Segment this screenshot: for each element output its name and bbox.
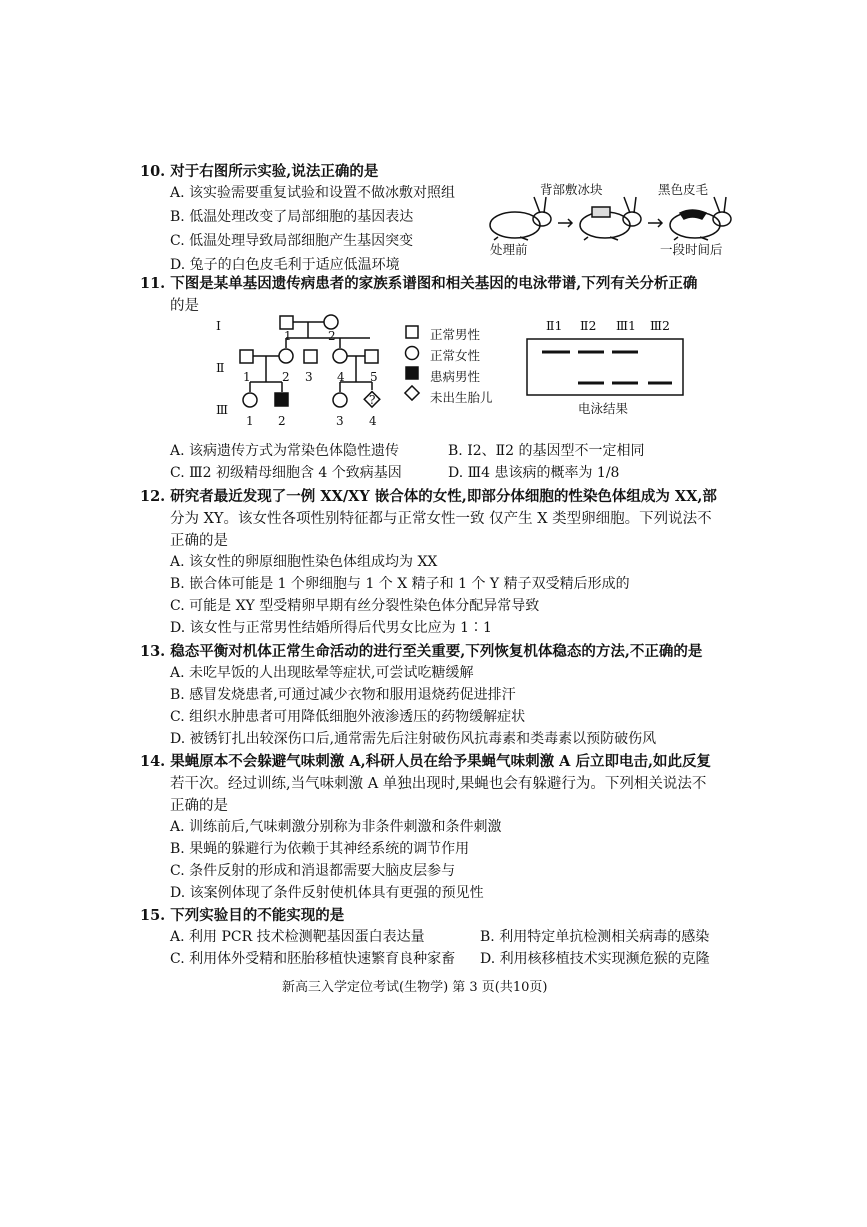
- q10-option-c: C. 低温处理导致局部细胞产生基因突变: [170, 233, 414, 249]
- pedigree-n-iii1: 1: [246, 414, 254, 428]
- rabbit-figure: [480, 195, 740, 245]
- pedigree-ii4-female: [333, 349, 347, 363]
- pedigree-iii3-female: [333, 393, 347, 407]
- pedigree-n-ii5: 5: [370, 370, 378, 384]
- q13-option-c: C. 组织水肿患者可用降低细胞外液渗透压的药物缓解症状: [170, 709, 526, 725]
- pedigree-gen-i: Ⅰ: [216, 318, 221, 333]
- q11-option-c: C. Ⅲ2 初级精母细胞含 4 个致病基因: [170, 465, 402, 481]
- q10-label-before: 处理前: [490, 242, 528, 257]
- q11-option-a: A. 该病遗传方式为常染色体隐性遗传: [170, 443, 400, 459]
- rabbit-after-icon: [670, 197, 731, 240]
- q11-option-d: D. Ⅲ4 患该病的概率为 1/8: [448, 465, 620, 481]
- legend-normal-female: 正常女性: [430, 348, 481, 363]
- pedigree-ii3-male: [304, 350, 317, 363]
- legend-unborn-icon: [405, 386, 419, 400]
- q15-option-a: A. 利用 PCR 技术检测靶基因蛋白表达量: [170, 929, 425, 945]
- q13-option-a: A. 未吃早饭的人出现眩晕等症状,可尝试吃糖缓解: [170, 665, 474, 681]
- legend-affected-male-icon: [406, 367, 418, 379]
- q13-stem: 13. 稳态平衡对机体正常生命活动的进行至关重要,下列恢复机体稳态的方法,不正确的是: [140, 643, 703, 660]
- q12-option-d: D. 该女性与正常男性结婚所得后代男女比应为 1∶1: [170, 620, 492, 636]
- arrow-icon: [558, 219, 572, 227]
- q12-stem-line1: 12. 研究者最近发现了一例 XX/XY 嵌合体的女性,即部分体细胞的性染色体组成为 XX,部: [140, 488, 717, 505]
- pedigree-n-ii2: 2: [282, 370, 290, 384]
- q14-option-b: B. 果蝇的躲避行为依赖于其神经系统的调节作用: [170, 841, 470, 857]
- pedigree-ii2-female: [279, 349, 293, 363]
- legend-male-icon: [406, 326, 418, 338]
- q14-option-d: D. 该案例体现了条件反射使机体具有更强的预见性: [170, 885, 484, 901]
- q15-option-b: B. 利用特定单抗检测相关病毒的感染: [480, 929, 710, 945]
- q11-option-b: B. Ⅰ2、Ⅱ2 的基因型不一定相同: [448, 443, 645, 459]
- q14-stem-line1: 14. 果蝇原本不会躲避气味刺激 A,科研人员在给予果蝇气味刺激 A 后立即电击,如此反复: [140, 753, 712, 770]
- gel-lane-ii1: Ⅱ1: [546, 318, 563, 333]
- q14-stem-line3: 正确的是: [170, 798, 228, 814]
- gel-lane-iii2: Ⅲ2: [650, 318, 671, 333]
- pedigree-n-i1: 1: [284, 329, 292, 343]
- gel-box: [526, 338, 684, 396]
- legend-affected-male: 患病男性: [430, 369, 481, 384]
- q12-stem-line3: 正确的是: [170, 533, 228, 549]
- q15-option-c: C. 利用体外受精和胚胎移植快速繁育良种家畜: [170, 951, 456, 967]
- gel-lane-iii1: Ⅲ1: [616, 318, 637, 333]
- legend-unborn: 未出生胎儿: [430, 390, 493, 405]
- gel-caption: 电泳结果: [578, 401, 629, 416]
- pedigree-i1-male: [280, 316, 293, 329]
- pedigree-ii5-male: [365, 350, 378, 363]
- pedigree-n-iii4: 4: [369, 414, 377, 428]
- q15-option-d: D. 利用核移植技术实现濒危猴的克隆: [480, 951, 710, 967]
- pedigree-n-ii3: 3: [305, 370, 313, 384]
- q11-stem-line1: 11. 下图是某单基因遗传病患者的家族系谱图和相关基因的电泳带谱,下列有关分析正确: [140, 275, 698, 292]
- q12-option-b: B. 嵌合体可能是 1 个卵细胞与 1 个 X 精子和 1 个 Y 精子双受精后形成的: [170, 576, 630, 592]
- pedigree-ii1-male: [240, 350, 253, 363]
- arrow-icon: [648, 219, 662, 227]
- q14-stem-line2: 若干次。经过训练,当气味刺激 A 单独出现时,果蝇也会有躲避行为。下列相关说法不: [170, 776, 707, 792]
- gel-lane-ii2: Ⅱ2: [580, 318, 597, 333]
- q11-stem-line2: 的是: [170, 298, 199, 314]
- q10-label-after: 一段时间后: [660, 242, 723, 257]
- q10-label-black-fur: 黑色皮毛: [658, 182, 709, 197]
- q10-label-ice: 背部敷冰块: [540, 182, 603, 197]
- pedigree-unborn-mark: ?: [369, 393, 376, 407]
- q15-stem: 15. 下列实验目的不能实现的是: [140, 907, 345, 924]
- q14-option-c: C. 条件反射的形成和消退都需要大脑皮层参与: [170, 863, 456, 879]
- pedigree-n-i2: 2: [328, 329, 336, 343]
- pedigree-gen-iii: Ⅲ: [216, 402, 229, 417]
- page-footer: 新高三入学定位考试(生物学) 第 3 页(共10页): [282, 980, 548, 995]
- q10-option-d: D. 兔子的白色皮毛利于适应低温环境: [170, 257, 400, 273]
- pedigree-n-iii2: 2: [278, 414, 286, 428]
- rabbit-ice-icon: [580, 197, 641, 240]
- legend-female-icon: [406, 347, 419, 360]
- pedigree-n-iii3: 3: [336, 414, 344, 428]
- q12-stem-line2: 分为 XY。该女性各项性别特征都与正常女性一致 仅产生 X 类型卵细胞。下列说法不: [170, 511, 712, 527]
- q13-option-b: B. 感冒发烧患者,可通过减少衣物和服用退烧药促进排汗: [170, 687, 516, 703]
- pedigree-iii1-female: [243, 393, 257, 407]
- pedigree-i2-female: [324, 315, 338, 329]
- q12-option-a: A. 该女性的卵原细胞性染色体组成均为 XX: [170, 554, 438, 570]
- q10-option-b: B. 低温处理改变了局部细胞的基因表达: [170, 209, 414, 225]
- q12-option-c: C. 可能是 XY 型受精卵早期有丝分裂性染色体分配异常导致: [170, 598, 540, 614]
- pedigree-n-ii1: 1: [243, 370, 251, 384]
- q10-option-a: A. 该实验需要重复试验和设置不做冰敷对照组: [170, 185, 456, 201]
- pedigree-n-ii4: 4: [337, 370, 345, 384]
- q10-stem: 10. 对于右图所示实验,说法正确的是: [140, 163, 379, 180]
- pedigree-iii2-affected-male: [275, 393, 288, 406]
- pedigree-gen-ii: Ⅱ: [216, 360, 225, 375]
- pedigree-legend-symbols: [404, 324, 422, 404]
- q13-option-d: D. 被锈钉扎出较深伤口后,通常需先后注射破伤风抗毒素和类毒素以预防破伤风: [170, 731, 657, 747]
- rabbit-before-icon: [490, 197, 551, 240]
- legend-normal-male: 正常男性: [430, 327, 481, 342]
- q14-option-a: A. 训练前后,气味刺激分别称为非条件刺激和条件刺激: [170, 819, 502, 835]
